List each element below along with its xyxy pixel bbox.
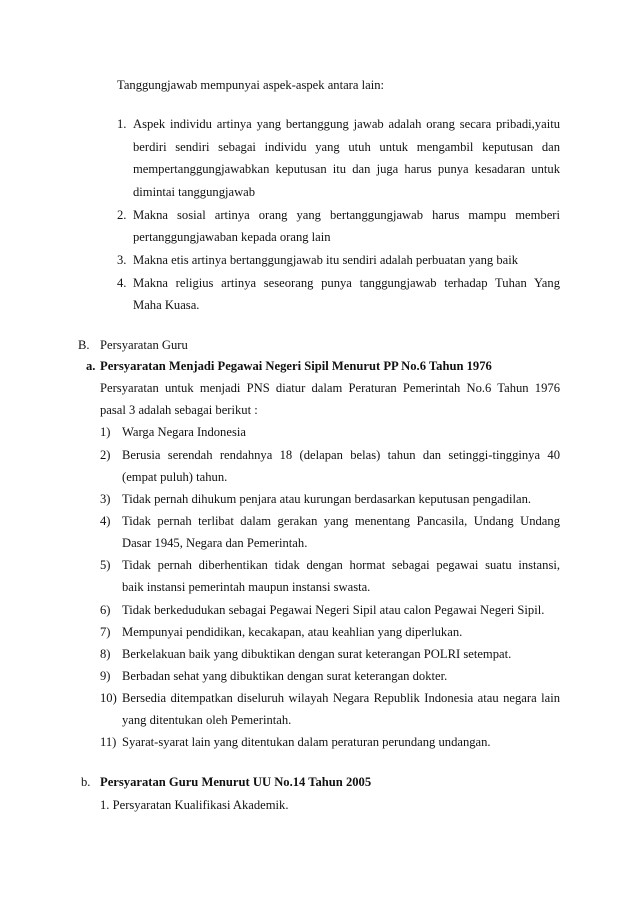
list-item: Tidak pernah diberhentikan tidak dengan hormat sebagai pegawai suatu instansi, [122, 558, 560, 572]
list-item-number: 11) [100, 735, 117, 749]
section-title: Persyaratan Guru [100, 338, 188, 352]
subsection-title: Persyaratan Guru Menurut UU No.14 Tahun 2005 [100, 775, 372, 789]
aspect-line: mempertanggungjawabkan keputusan itu dan juga harus punya kesadaran untuk [133, 162, 560, 176]
list-item-number: 10) [100, 691, 117, 705]
aspect-number: 1. [117, 117, 127, 131]
list-item: Berkelakuan baik yang dibuktikan dengan surat keterangan POLRI setempat. [122, 647, 512, 661]
list-item: Tidak pernah terlibat dalam gerakan yang menentang Pancasila, Undang Undang [122, 514, 560, 528]
subsection-letter: a. [86, 359, 96, 373]
subsection-letter: b. [81, 775, 91, 789]
list-item: Warga Negara Indonesia [122, 425, 246, 439]
aspect-line: Makna sosial artinya orang yang bertanggungjawab harus mampu memberi [133, 208, 560, 222]
intro-text: Tanggungjawab mempunyai aspek-aspek antara lain: [117, 78, 384, 92]
aspect-line: Makna religius artinya seseorang punya tanggungjawab terhadap Tuhan Yang [133, 276, 560, 290]
aspect-number: 2. [117, 208, 127, 222]
list-item: Tidak pernah dihukum penjara atau kurungan berdasarkan keputusan pengadilan. [122, 492, 532, 506]
list-item-number: 5) [100, 558, 111, 572]
aspect-line: dimintai tanggungjawab [133, 185, 256, 199]
list-item: yang ditentukan oleh Pemerintah. [122, 713, 292, 727]
aspect-line: berdiri sendiri sebagai individu yang utuh untuk mengambil keputusan dan [133, 140, 560, 154]
list-item: Berbadan sehat yang dibuktikan dengan surat keterangan dokter. [122, 669, 448, 683]
aspect-line: pertanggungjawaban kepada orang lain [133, 230, 331, 244]
paragraph-line: pasal 3 adalah sebagai berikut : [100, 403, 258, 417]
aspect-line: Maha Kuasa. [133, 298, 200, 312]
aspect-number: 4. [117, 276, 127, 290]
paragraph-line: Persyaratan untuk menjadi PNS diatur dalam Peraturan Pemerintah No.6 Tahun 1976 [100, 381, 560, 395]
aspect-line: Aspek individu artinya yang bertanggung jawab adalah orang secara pribadi,yaitu [133, 117, 560, 131]
list-item-number: 1) [100, 425, 111, 439]
list-item: Mempunyai pendidikan, kecakapan, atau keahlian yang diperlukan. [122, 625, 463, 639]
list-item: Dasar 1945, Negara dan Pemerintah. [122, 536, 308, 550]
list-item: Berusia serendah rendahnya 18 (delapan belas) tahun dan setinggi-tingginya 40 [122, 448, 560, 462]
list-item-number: 9) [100, 669, 111, 683]
list-item-number: 8) [100, 647, 111, 661]
list-item: Bersedia ditempatkan diseluruh wilayah Negara Republik Indonesia atau negara lain [122, 691, 560, 705]
list-item: (empat puluh) tahun. [122, 470, 228, 484]
section-letter: B. [78, 338, 90, 352]
aspect-line: Makna etis artinya bertanggungjawab itu sendiri adalah perbuatan yang baik [133, 253, 519, 267]
list-item-number: 6) [100, 603, 111, 617]
list-item: 1. Persyaratan Kualifikasi Akademik. [100, 798, 289, 812]
list-item: baik instansi pemerintah maupun instansi swasta. [122, 580, 371, 594]
list-item-number: 3) [100, 492, 111, 506]
list-item-number: 2) [100, 448, 111, 462]
list-item: Syarat-syarat lain yang ditentukan dalam peraturan perundang undangan. [122, 735, 491, 749]
aspect-number: 3. [117, 253, 127, 267]
list-item: Tidak berkedudukan sebagai Pegawai Negeri Sipil atau calon Pegawai Negeri Sipil. [122, 603, 545, 617]
subsection-title: Persyaratan Menjadi Pegawai Negeri Sipil Menurut PP No.6 Tahun 1976 [100, 359, 492, 373]
list-item-number: 7) [100, 625, 111, 639]
list-item-number: 4) [100, 514, 111, 528]
